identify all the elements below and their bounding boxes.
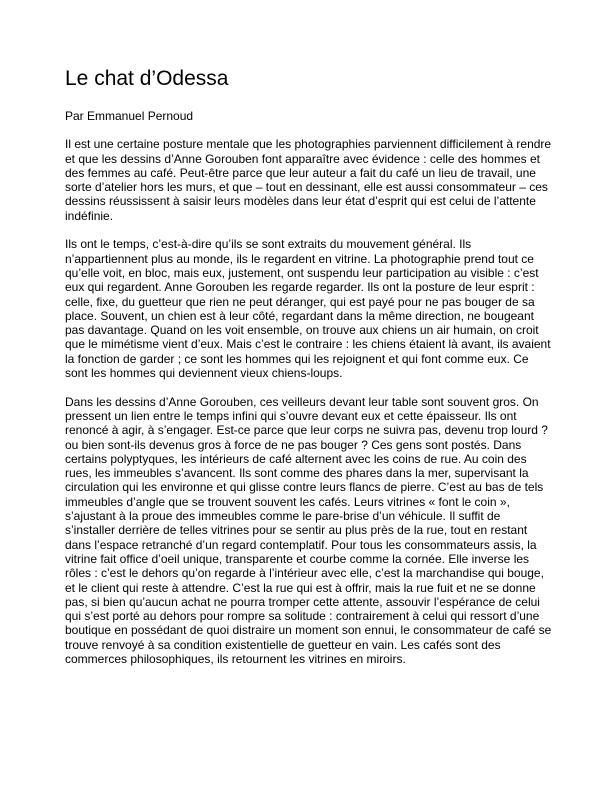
document-title: Le chat d’Odessa	[65, 67, 229, 90]
paragraph-3: Dans les dessins d’Anne Gorouben, ces veilleurs devant leur table sont souvent gros. On pressent un lien entre le temps infini qui s’ouvre devant eux et cette épaisseur. Ils ont renoncé à agir, à s’engager. Est-ce parce que leur corps ne suivra pas, devenu trop lourd ? ou bien sont-ils devenus gros à force de ne pas bouger ? Ces gens sont postés. Dans certains polyptyques, les intérieurs de café alternent avec les coins de rue. Au coin des rues, les immeubles s’avancent. Ils sont comme des phares dans la mer, supervisant la circulation qui les environne et qui glisse contre leurs flancs de pierre. C’est au bas de tels immeubles d’angle que se trouvent souvent les cafés. Leurs vitrines « font le coin », s’ajustant à la proue des immeubles comme le pare-brise d’un véhicule. Il suffit de s’installer derrière de telles vitrines pour se sentir au plus près de la rue, tout en restant dans l’espace retranché d’un regard contemplatif. Pour tous les consommateurs assis, la vitrine fait office d’oeil unique, transparente et courbe comme la cornée. Elle inverse les rôles : c’est le dehors qu’on regarde à l’intérieur avec elle, c’est la marchandise qui bouge, et le client qui reste à attendre. C’est la rue qui est à offrir, mais la rue fuit et ne se donne pas, si bien qu’aucun achat ne pourra tromper cette attente, assouvir l’espérance de celui qui s’est porté au dehors pour rompre sa solitude : contrairement à celui qui ressort d’une boutique en possédant de quoi distraire un moment son ennui, le consommateur de café se trouve renvoyé à sa condition existentielle de guetteur en vain. Les cafés sont des commerces philosophiques, ils retournent les vitrines en miroirs.	[65, 394, 552, 666]
document-body	[65, 137, 553, 666]
paragraph-1: Il est une certaine posture mentale que les photographies parviennent difficilement à rendre et que les dessins d’Anne Gorouben font apparaître avec évidence : celle des hommes et des femmes au café. Peut-être parce que leur auteur a fait du café un lieu de travail, une sorte d’atelier hors les murs, et que – tout en dessinant, elle est aussi consommateur – ces dessins réussissent à saisir leurs modèles dans leur état d’esprit qui est celui de l’attente indéfinie.	[65, 137, 552, 223]
paragraph-2: Ils ont le temps, c’est-à-dire qu’ils se sont extraits du mouvement général. Ils n’appartiennent plus au monde, ils le regardent en vitrine. La photographie prend tout ce qu’elle voit, en bloc, mais eux, justement, ont suspendu leur participation au visible : c’est eux qui regardent. Anne Gorouben les regarde regarder. Ils ont la posture de leur esprit : celle, fixe, du guetteur que rien ne peut déranger, qui est payé pour ne pas bouger de sa place. Souvent, un chien est à leur côté, regardant dans la même direction, ne bougeant pas davantage. Quand on les voit ensemble, on trouve aux chiens un air humain, on croit que le mimétisme vient d’eux. Mais c’est le contraire : les chiens étaient là avant, ils avaient la fonction de garder ; ce sont les hommes qui les rejoignent et qui font comme eux. Ce sont les hommes qui deviennent vieux chiens-loups.	[65, 237, 551, 381]
byline: Par Emmanuel Pernoud	[65, 109, 194, 123]
